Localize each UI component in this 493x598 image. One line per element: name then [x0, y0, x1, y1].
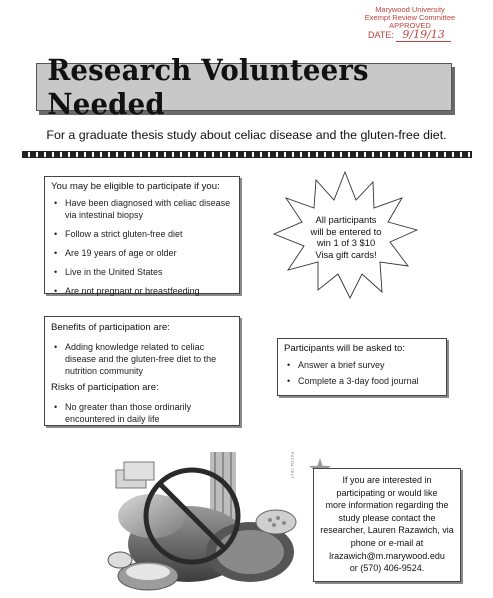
approval-stamp: [330, 6, 490, 39]
benefits-heading: Benefits of participation are:: [51, 322, 170, 333]
tasks-list: [284, 359, 440, 387]
gluten-foods-image: [100, 448, 310, 598]
contact-line: researcher, Lauren Razawich, via: [320, 525, 454, 536]
stamp-org: Marywood University: [375, 5, 445, 14]
stamp-status: APPROVED: [389, 21, 431, 30]
title-banner: [36, 53, 452, 121]
list-item: • Are not pregnant or breastfeeding: [51, 285, 233, 297]
list-item: • No greater than those ordinarily encountered in daily life: [51, 401, 233, 425]
stamp-date-label: DATE:: [368, 30, 394, 40]
contact-line: If you are interested in: [342, 475, 432, 485]
list-item: • Are 19 years of age or older: [51, 247, 233, 259]
page-subtitle: For a graduate thesis study about celiac disease and the gluten-free diet.: [46, 128, 447, 142]
eligibility-box: [44, 176, 240, 294]
contact-line: phone or e-mail at: [350, 537, 424, 548]
eligibility-list: [51, 197, 233, 297]
tasks-heading: Participants will be asked to:: [284, 343, 406, 354]
incentive-line: will be entered to: [310, 225, 382, 237]
benefits-list: [51, 341, 233, 377]
incentive-line: Visa gift cards!: [315, 248, 377, 260]
benefits-risks-box: [44, 316, 240, 426]
incentive-line: win 1 of 3 $10: [316, 237, 376, 248]
contact-box: [313, 468, 461, 582]
list-item: • Live in the United States: [51, 266, 233, 278]
risks-heading: Risks of participation are:: [51, 382, 159, 393]
contact-phone: or (570) 406-9524.: [349, 563, 425, 574]
incentive-line: All participants: [315, 214, 377, 225]
stamp-date-row: [330, 28, 490, 41]
stamp-committee: Exempt Review Committee: [364, 13, 456, 22]
contact-line: more information regarding the: [325, 500, 449, 511]
contact-line: study please contact the: [338, 512, 436, 523]
page-title: Research Volunteers Needed: [47, 53, 369, 121]
participant-tasks-box: [277, 338, 447, 396]
list-item: • Follow a strict gluten-free diet: [51, 228, 233, 240]
list-item: • Answer a brief survey: [284, 359, 440, 371]
dashed-divider: [22, 151, 472, 158]
stamp-date-value: 9/19/13: [396, 28, 450, 42]
list-item: • Adding knowledge related to celiac disease and the gluten-free diet to the nutrition community: [51, 341, 233, 377]
contact-line: participating or would like: [336, 487, 438, 498]
list-item: • Complete a 3-day food journal: [284, 375, 440, 387]
list-item: • Have been diagnosed with celiac disease via intestinal biopsy: [51, 197, 233, 221]
risks-list: [51, 401, 233, 425]
image-credit: POSTAL TEXT: [290, 452, 294, 479]
eligibility-heading: You may be eligible to participate if you:: [51, 181, 220, 192]
incentive-text: [300, 214, 392, 260]
contact-email: lrazawich@m.marywood.edu: [329, 550, 445, 561]
